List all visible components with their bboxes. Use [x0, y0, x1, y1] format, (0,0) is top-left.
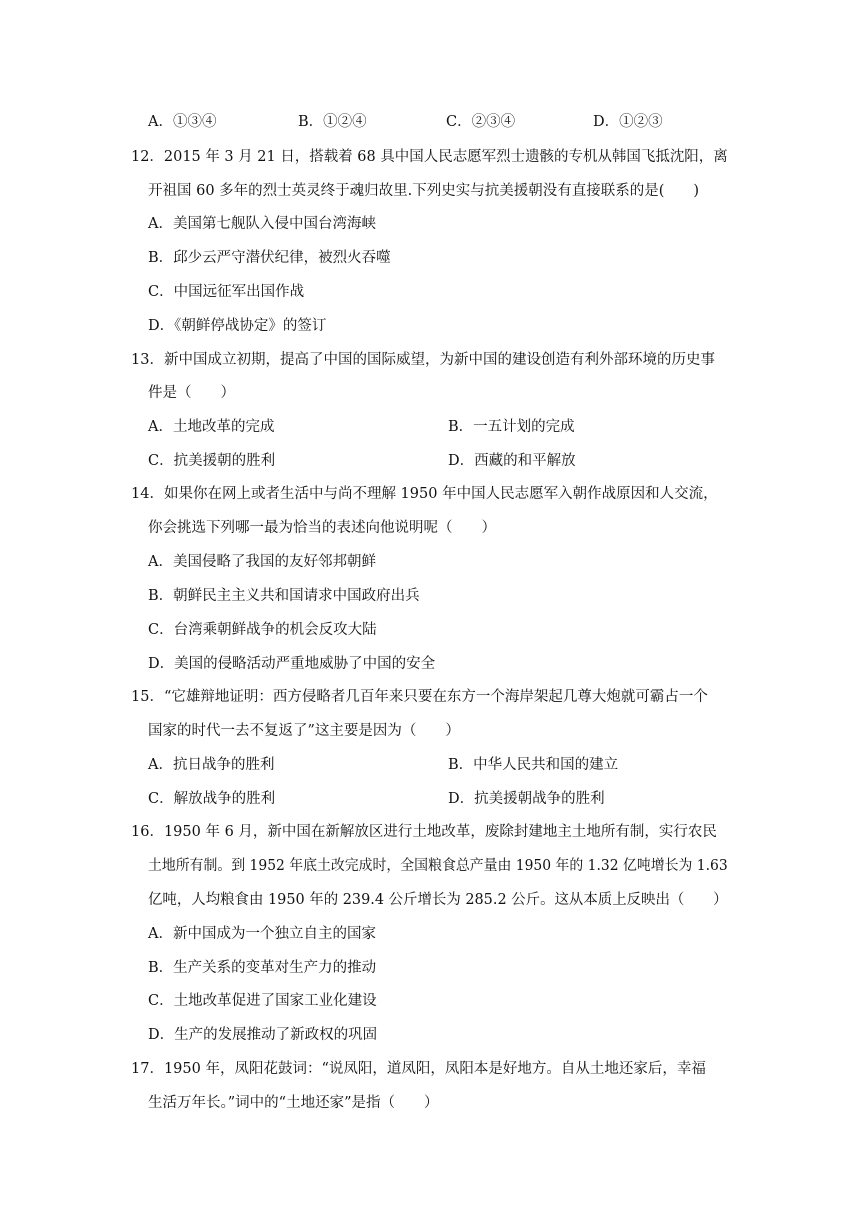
q16-option-c: C．土地改革促进了国家工业化建设	[148, 993, 377, 1009]
q12-stem-line-1: 12．2015 年 3 月 21 日，搭载着 68 具中国人民志愿军烈士遗骸的专机从韩国飞抵沈阳，离	[131, 149, 728, 165]
q14-option-d: D．美国的侵略活动严重地威胁了中国的安全	[148, 656, 436, 672]
q11-option-d: D．①②③	[593, 114, 663, 130]
q16-option-a: A．新中国成为一个独立自主的国家	[148, 926, 376, 942]
q14-option-a: A．美国侵略了我国的友好邻邦朝鲜	[148, 554, 376, 570]
q13-option-c: C．抗美援朝的胜利	[148, 453, 276, 469]
q11-option-c: C．②③④	[446, 114, 516, 130]
q12-option-c: C．中国远征军出国作战	[148, 284, 305, 300]
q13-option-b: B．一五计划的完成	[448, 419, 575, 435]
q16-stem-line-2: 土地所有制。到 1952 年底土改完成时，全国粮食总产量由 1950 年的 1.32 亿吨增长为 1.63	[148, 858, 728, 874]
q15-option-b: B．中华人民共和国的建立	[448, 757, 619, 773]
q12-option-d: D．《朝鲜停战协定》的签订	[148, 318, 327, 334]
q16-option-b: B．生产关系的变革对生产力的推动	[148, 960, 377, 976]
q15-option-d: D．抗美援朝战争的胜利	[448, 791, 605, 807]
q17-stem-line-2: 生活万年长。”词中的“土地还家”是指（ ）	[148, 1095, 439, 1111]
q14-option-b: B．朝鲜民主主义共和国请求中国政府出兵	[148, 588, 420, 604]
q11-option-b: B．①②④	[298, 114, 367, 130]
q15-stem-line-1: 15．“它雄辩地证明：西方侵略者几百年来只要在东方一个海岸架起几尊大炮就可霸占一个	[131, 689, 708, 705]
q13-option-a: A．土地改革的完成	[148, 419, 275, 435]
q15-option-a: A．抗日战争的胜利	[148, 757, 275, 773]
q15-option-c: C．解放战争的胜利	[148, 791, 276, 807]
q14-stem-line-2: 你会挑选下列哪一最为恰当的表述向他说明呢（ ）	[148, 520, 496, 536]
q14-option-c: C．台湾乘朝鲜战争的机会反攻大陆	[148, 622, 377, 638]
q15-stem-line-2: 国家的时代一去不复返了”这主要是因为（ ）	[148, 723, 460, 739]
q16-option-d: D．生产的发展推动了新政权的巩固	[148, 1027, 378, 1043]
q13-stem-line-1: 13．新中国成立初期，提高了中国的国际威望，为新中国的建设创造有利外部环境的历史事	[131, 352, 715, 368]
q16-stem-line-3: 亿吨，人均粮食由 1950 年的 239.4 公斤增长为 285.2 公斤。这从本质上反映出（ ）	[148, 892, 728, 908]
q17-stem-line-1: 17．1950 年，凤阳花鼓词：“说凤阳，道凤阳，凤阳本是好地方。自从土地还家后，幸福	[131, 1061, 706, 1077]
q13-option-d: D．西藏的和平解放	[448, 453, 576, 469]
q12-option-b: B．邱少云严守潜伏纪律，被烈火吞噬	[148, 250, 391, 266]
q16-stem-line-1: 16．1950 年 6 月，新中国在新解放区进行土地改革，废除封建地主土地所有制，实行农民	[131, 824, 717, 840]
q12-option-a: A．美国第七舰队入侵中国台湾海峡	[148, 216, 376, 232]
q12-stem-line-2: 开祖国 60 多年的烈士英灵终于魂归故里.下列史实与抗美援朝没有直接联系的是( )	[148, 183, 700, 199]
q11-option-a: A．①③④	[148, 114, 217, 130]
q13-stem-line-2: 件是（ ）	[148, 385, 235, 401]
q14-stem-line-1: 14．如果你在网上或者生活中与尚不理解 1950 年中国人民志愿军入朝作战原因和人交流，	[131, 486, 718, 502]
